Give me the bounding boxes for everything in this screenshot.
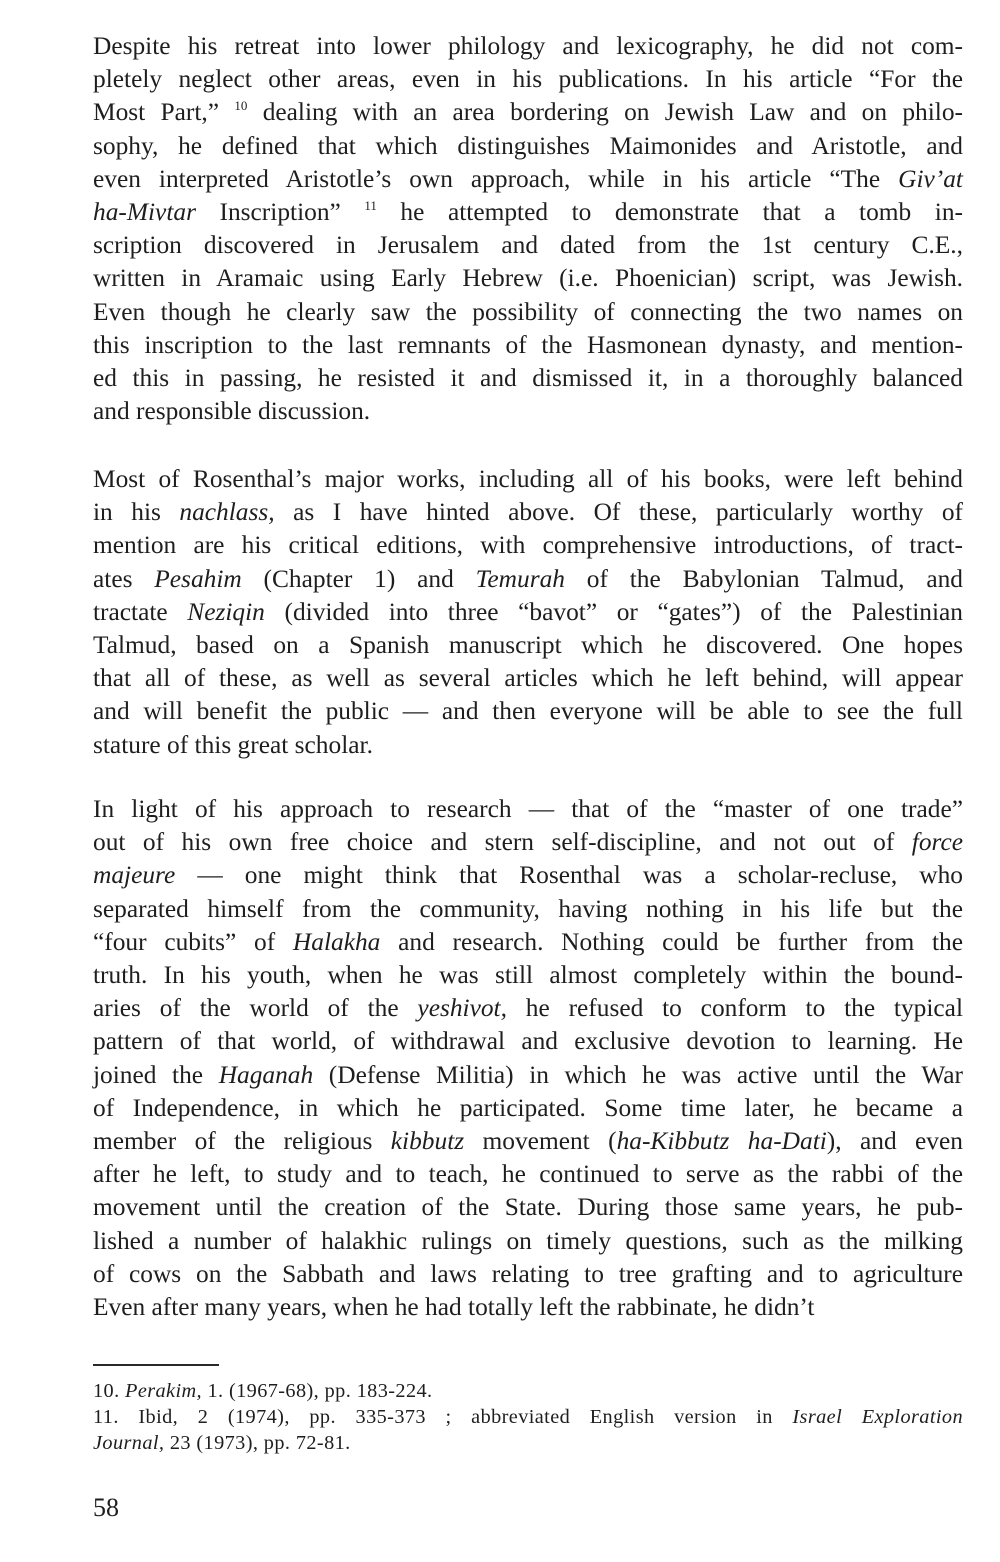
text-run: and research. Nothing could be further from the [380, 927, 963, 956]
text-run: Most Part,” [93, 98, 235, 127]
text-run: written in Aramaic using Early Hebrew (i.e. Phoenician) script, was Jewish. [93, 264, 963, 293]
paragraph-line [93, 793, 963, 826]
text-run: dealing with an area bordering on Jewish Law and on philo- [247, 98, 964, 127]
paragraph-line [93, 395, 963, 428]
footnote-reference: 11 [364, 198, 377, 214]
text-run: “four cubits” of [93, 927, 293, 956]
text-run: of Independence, in which he participated. Some time later, he became a [93, 1093, 963, 1122]
italic-term: yeshivot, [417, 994, 507, 1023]
text-run: that all of these, as well as several articles which he left behind, will appear [93, 664, 963, 693]
paragraph-line [93, 130, 963, 163]
text-run: ed this in passing, he resisted it and dismissed it, in a thoroughly balanced [93, 364, 963, 393]
text-run: this inscription to the last remnants of the Hasmonean dynasty, and mention- [93, 330, 963, 359]
paragraph-line [93, 463, 963, 496]
paragraph-line [93, 563, 963, 596]
paragraph-line [93, 662, 963, 695]
paragraph-line [93, 496, 963, 529]
paragraph-line [93, 296, 963, 329]
paragraph-line [93, 1191, 963, 1224]
text-run: Inscription” [195, 198, 365, 227]
paragraph-line [93, 329, 963, 362]
italic-term: majeure [93, 861, 176, 890]
italic-term: Neziqin [187, 597, 265, 626]
text-run: 11. Ibid, 2 (1974), pp. 335-373 ; abbreviated English version in [93, 1406, 793, 1428]
text-run: mention are his critical editions, with comprehensive introductions, of tract- [93, 531, 963, 560]
paragraph-line [93, 1025, 963, 1058]
paragraph-line [93, 196, 963, 229]
paragraph-line [93, 1125, 963, 1158]
text-run: pattern of that world, of withdrawal and exclusive devotion to learning. He [93, 1027, 963, 1056]
footnote-line [93, 1430, 963, 1456]
text-run: In light of his approach to research — that of the “master of one trade” [93, 795, 963, 823]
text-run: Talmud, based on a Spanish manuscript which he discovered. One hopes [93, 631, 963, 660]
text-run: scription discovered in Jerusalem and dated from the 1st century C.E., [93, 231, 963, 260]
paragraph-line [93, 1225, 963, 1258]
footnote-10 [93, 1378, 963, 1404]
text-run: 23 (1973), pp. 72-81. [164, 1432, 351, 1454]
italic-term: Haganah [218, 1060, 314, 1089]
text-run: (Defense Militia) in which he was active until the War [313, 1060, 963, 1089]
text-run: and will benefit the public — and then everyone will be able to see the full [93, 697, 963, 726]
text-run: movement ( [464, 1127, 617, 1156]
italic-term: Journal, [93, 1432, 165, 1454]
text-run: (divided into three “bavot” or “gates”) of the Palestinian [264, 597, 963, 626]
text-run: tractate [93, 597, 188, 626]
text-run: he attempted to demonstrate that a tomb in- [376, 198, 963, 227]
paragraph-line [93, 893, 963, 926]
text-run: Despite his retreat into lower philology and lexicography, he did not com- [93, 32, 963, 60]
italic-term: Perakim, [125, 1380, 203, 1402]
paragraph-line [93, 30, 963, 63]
text-run: Most of Rosenthal’s major works, including all of his books, were left behind [93, 465, 963, 493]
text-run: ates [93, 564, 155, 593]
paragraph-line [93, 63, 963, 96]
paragraph-line [93, 596, 963, 629]
text-run: of the Babylonian Talmud, and [564, 564, 963, 593]
italic-term: ha-Mivtar [93, 198, 196, 227]
text-run: in his [93, 498, 180, 527]
paragraph-line [93, 362, 963, 395]
paragraph-line [93, 959, 963, 992]
paragraph-maimonides-aristotle [93, 30, 963, 428]
paragraph-line [93, 96, 963, 129]
text-run: (Chapter 1) and [241, 564, 476, 593]
footnote-divider [93, 1364, 219, 1366]
italic-term: Halakha [292, 927, 381, 956]
paragraph-line [93, 1258, 963, 1291]
paragraph-line [93, 992, 963, 1025]
paragraph-line [93, 629, 963, 662]
text-run: he refused to conform to the typical [506, 994, 964, 1023]
text-run: 1. (1967-68), pp. 183-224. [202, 1380, 433, 1402]
italic-term: nachlass, [179, 498, 275, 527]
text-run: ), and even [826, 1127, 963, 1156]
italic-term: Giv’at [898, 164, 963, 193]
footnote-line [93, 1378, 963, 1404]
text-run: 10. [93, 1380, 126, 1402]
text-run: after he left, to study and to teach, he continued to serve as the rabbi of the [93, 1160, 963, 1189]
text-run: Even though he clearly saw the possibility of connecting the two names on [93, 297, 963, 326]
paragraph-line [93, 695, 963, 728]
paragraph-major-works [93, 463, 963, 762]
paragraph-line [93, 529, 963, 562]
text-run: and responsible discussion. [93, 397, 371, 426]
paragraph-line [93, 229, 963, 262]
paragraph-line [93, 1059, 963, 1092]
paragraph-line [93, 163, 963, 196]
text-run: as I have hinted above. Of these, particularly worthy of [274, 498, 963, 527]
italic-term: Israel Exploration [792, 1406, 963, 1428]
text-run: stature of this great scholar. [93, 730, 373, 759]
paragraph-line [93, 729, 963, 762]
paragraph-line [93, 1092, 963, 1125]
italic-term: ha-Kibbutz ha-Dati [616, 1127, 827, 1156]
paragraph-line [93, 926, 963, 959]
paragraph-line [93, 262, 963, 295]
page-number: 58 [93, 1493, 119, 1522]
text-run: — one might think that Rosenthal was a scholar-recluse, who [175, 861, 963, 890]
text-run: pletely neglect other areas, even in his publications. In his article “For the [93, 65, 963, 94]
italic-term: kibbutz [390, 1127, 465, 1156]
italic-term: force [911, 828, 963, 857]
text-run: truth. In his youth, when he was still almost completely within the bound- [93, 961, 963, 990]
text-run: even interpreted Aristotle’s own approach, while in his article “The [93, 164, 899, 193]
text-run: sophy, he defined that which distinguishes Maimonides and Aristotle, and [93, 131, 963, 160]
footnote-reference: 10 [234, 98, 248, 114]
paragraph-line [93, 859, 963, 892]
footnote-line [93, 1404, 963, 1430]
footnote-11 [93, 1404, 963, 1456]
text-run: out of his own free choice and stern self-discipline, and not out of [93, 828, 912, 857]
italic-term: Pesahim [154, 564, 242, 593]
text-run: aries of the world of the [93, 994, 418, 1023]
text-run: joined the [93, 1060, 219, 1089]
text-run: Even after many years, when he had totally left the rabbinate, he didn’t [93, 1293, 815, 1322]
text-run: of cows on the Sabbath and laws relating to tree grafting and to agriculture [93, 1259, 963, 1288]
text-run: member of the religious [93, 1127, 391, 1156]
italic-term: Temurah [475, 564, 565, 593]
paragraph-community-life [93, 793, 963, 1324]
paragraph-line [93, 1158, 963, 1191]
paragraph-line [93, 1291, 963, 1324]
paragraph-line [93, 826, 963, 859]
text-run: separated himself from the community, having nothing in his life but the [93, 894, 963, 923]
text-run: lished a number of halakhic rulings on timely questions, such as the milking [93, 1226, 963, 1255]
text-run: movement until the creation of the State. During those same years, he pub- [93, 1193, 963, 1222]
